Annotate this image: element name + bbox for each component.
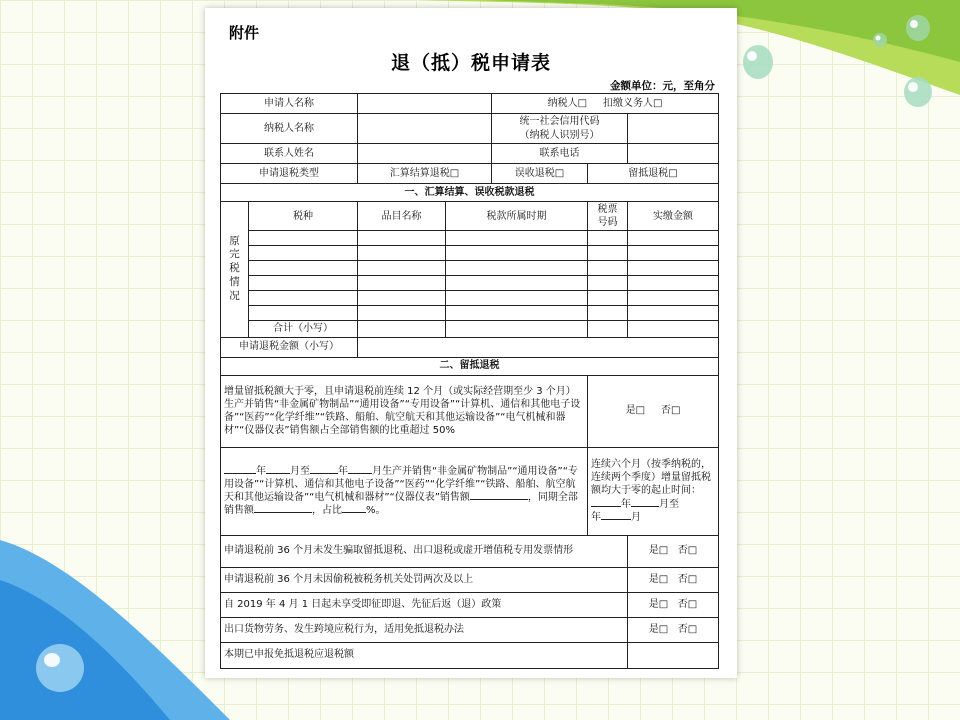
side-char: 原 [229,234,240,247]
table-row [221,306,719,321]
cond2-right-month-to: 月至 [659,498,679,510]
condition-row [221,617,719,642]
cond2-text: 月生产并销售“非金属矿物制品”“通用设备”“专用设备”“计算机、通信和其他电子设备”“医药”“化学纤维”“铁路、船舶、航空航天和其他运输设备”“电气机械和器材”“仪器仪表”销售额 [224,465,578,504]
condition-policy-choice[interactable] [628,592,719,617]
condition-fraud-choice[interactable] [628,535,719,567]
refund-amount-field[interactable] [358,337,719,357]
side-char: 税 [229,262,240,275]
side-char: 情 [229,276,240,289]
yes-checkbox[interactable]: 是□ [648,598,669,610]
refund-amount-label: 申请退税金额（小写） [221,337,358,357]
blank-field[interactable] [348,473,372,474]
contact-phone-label: 联系电话 [492,144,628,164]
cond2-same-period: ，同期全部销售额 [224,492,578,517]
cond2-right-month: 月 [631,511,641,523]
blank-field[interactable] [601,519,631,520]
form-row [221,357,719,375]
table-row [221,291,719,306]
column-header-paid-amount: 实缴金额 [628,202,719,231]
applicant-type-options[interactable] [492,94,719,114]
no-checkbox[interactable]: 否□ [677,573,698,585]
table-row [221,261,719,276]
condition-export-choice[interactable] [628,617,719,642]
no-checkbox[interactable]: 否□ [660,405,681,417]
cond2-year1: 年 [256,465,266,477]
table-row [221,276,719,291]
settlement-refund-checkbox[interactable]: 汇算结算退税□ [358,164,492,184]
table-header-row [221,202,719,231]
yes-checkbox[interactable]: 是□ [648,623,669,635]
yes-checkbox[interactable]: 是□ [648,545,669,557]
form-row [221,114,719,144]
condition-row [221,642,719,668]
section2-heading: 二、留抵退税 [221,357,719,375]
column-header-tax-type: 税种 [249,202,358,231]
form-row [221,184,719,202]
credit-code-label-line2: （纳税人识别号） [519,129,600,141]
table-row [221,246,719,261]
condition2-text[interactable] [221,447,588,535]
water-drop-icon [906,15,930,41]
column-header-tax-period: 税款所属时期 [446,202,588,231]
condition1-text: 增量留抵税额大于零，且申请退税前连续 12 个月（或实际经营期至少 3 个月）生产并销售“非金属矿物制品”“通用设备”“专用设备”“计算机、通信和其他电子设备”“医药”“化学纤维”“铁路、船舶、航空航天和其他运输设备”“电气机械和器材”“仪器仪表”销售额占全部销售额的比重超过 50% [221,375,588,447]
refund-type-label: 申请退税类型 [221,164,358,184]
declared-refund-field[interactable] [628,642,719,668]
blank-field[interactable] [266,473,290,474]
cond2-right-year1: 年 [621,498,631,510]
cond2-percent: %。 [366,505,386,517]
applicant-name-field[interactable] [358,94,492,114]
condition-policy-text: 自 2019 年 4 月 1 日起未享受即征即退、先征后返（退）政策 [221,592,628,617]
condition-fraud-text: 申请退税前 36 个月未发生骗取留抵退税、出口退税或虚开增值税专用发票情形 [221,535,628,567]
refund-application-form [220,93,719,669]
cond2-year2: 年 [338,465,348,477]
column-header-ticket-number [588,202,628,231]
condition-export-text: 出口货物劳务、发生跨境应税行为，适用免抵退税办法 [221,617,628,642]
contact-phone-field[interactable] [628,144,719,164]
cond2-month-to: 月至 [290,465,310,477]
applicant-name-label: 申请人名称 [221,94,358,114]
condition-row [221,535,719,567]
ticket-header-line2: 号码 [597,217,618,229]
credit-code-label-line1: 统一社会信用代码 [519,116,600,128]
unit-note: 金额单位：元，至角分 [610,80,715,92]
water-drop-icon [743,45,773,79]
blank-field[interactable] [470,499,528,500]
condition-row [221,592,719,617]
credit-code-label [492,114,628,144]
water-drop-icon [873,33,887,47]
withholding-agent-checkbox[interactable]: 扣缴义务人□ [602,97,663,109]
taxpayer-name-label: 纳税人名称 [221,114,358,144]
declared-refund-label: 本期已申报免抵退税应退税额 [221,642,628,668]
water-drop-icon [904,77,932,107]
blank-field[interactable] [254,512,312,513]
condition2-period[interactable] [588,447,719,535]
blank-field[interactable] [631,506,659,507]
mistaken-refund-checkbox[interactable]: 误收退税□ [492,164,588,184]
water-drop-icon [36,644,84,692]
no-checkbox[interactable]: 否□ [677,545,698,557]
cond2-right-year2: 年 [591,511,601,523]
blank-field[interactable] [310,473,338,474]
condition-row [221,447,719,535]
form-row [221,164,719,184]
section1-heading: 一、汇算结算、误收税款退税 [221,184,719,202]
blank-field[interactable] [591,506,621,507]
blank-field[interactable] [342,512,366,513]
no-checkbox[interactable]: 否□ [677,623,698,635]
subtotal-label: 合计（小写） [249,321,358,337]
condition1-choice[interactable] [588,375,719,447]
yes-checkbox[interactable]: 是□ [625,405,646,417]
no-checkbox[interactable]: 否□ [677,598,698,610]
condition-row [221,567,719,592]
condition-penalty-text: 申请退税前 36 个月未因偷税被税务机关处罚两次及以上 [221,567,628,592]
cond2-ratio: ，占比 [312,505,342,517]
condition-row [221,375,719,447]
taxpayer-name-field[interactable] [358,114,492,144]
form-row [221,94,719,114]
table-row [221,231,719,246]
cond2-right-text: 连续六个月（按季纳税的，连续两个季度）增量留抵税额均大于零的起止时间： [591,459,711,497]
ticket-header-line1: 税票 [597,204,618,215]
blank-field[interactable] [224,473,256,474]
form-row [221,337,719,357]
retained-refund-checkbox[interactable]: 留抵退税□ [588,164,719,184]
credit-code-field[interactable] [628,114,719,144]
column-header-item-name: 品目名称 [358,202,446,231]
original-tax-side-label [221,202,249,338]
contact-name-field[interactable] [358,144,492,164]
form-title: 退（抵）税申请表 [390,52,551,74]
taxpayer-checkbox[interactable]: 纳税人□ [547,97,588,109]
contact-name-label: 联系人姓名 [221,144,358,164]
side-char: 完 [229,248,240,261]
side-char: 况 [229,290,240,303]
form-row [221,144,719,164]
subtotal-row [221,321,719,337]
condition-penalty-choice[interactable] [628,567,719,592]
yes-checkbox[interactable]: 是□ [648,573,669,585]
attachment-label: 附件 [229,24,260,42]
